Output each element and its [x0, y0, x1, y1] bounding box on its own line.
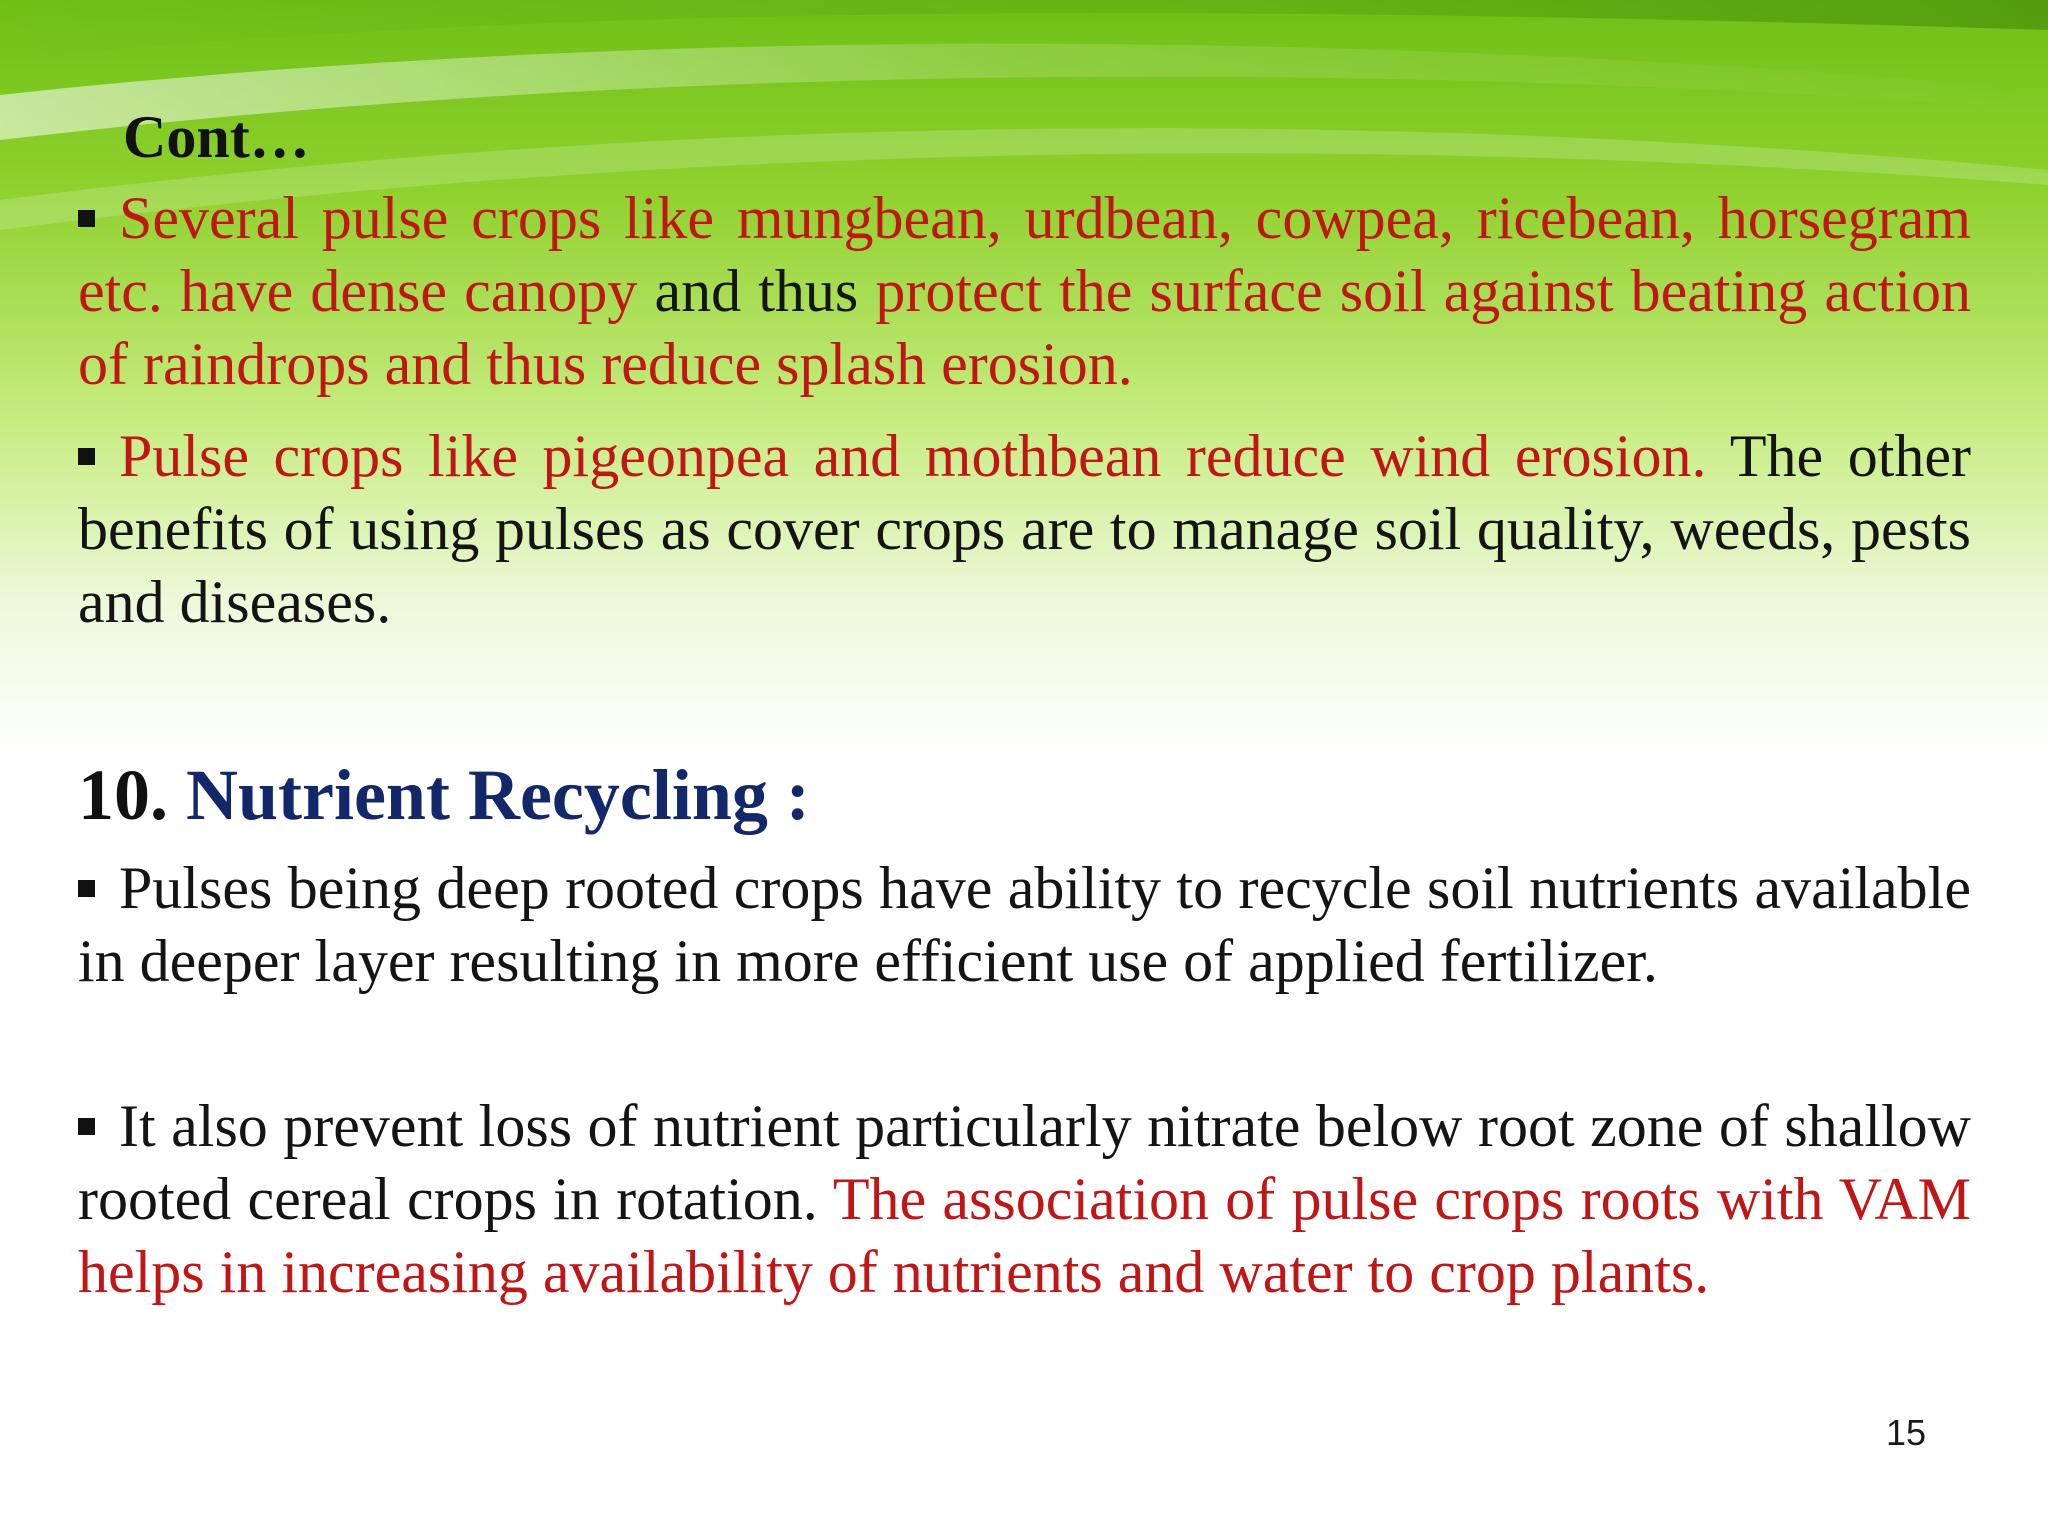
section-title: Nutrient Recycling : [186, 755, 810, 835]
section-heading [78, 752, 810, 838]
cont-label: Cont… [123, 104, 310, 170]
square-bullet-icon [78, 880, 95, 897]
bullet-wind-erosion: Pulse crops like pigeonpea and mothbean reduce wind erosion. The other benefits of using pulses as cover crops are to manage soil quality, weeds, pests and diseases. [78, 423, 1972, 635]
bullet-nutrient-loss: It also prevent loss of nutrient particularly nitrate below root zone of shallow rooted cereal crops in rotation. The association of pulse crops roots with VAM helps in increasing availability of nutrients and water to crop plants. [78, 1093, 1971, 1305]
square-bullet-icon [78, 448, 95, 465]
square-bullet-icon [78, 210, 95, 227]
page-number: 15 [1885, 1412, 1926, 1453]
bullet-splash-erosion: Several pulse crops like mungbean, urdbean, cowpea, ricebean, horsegram etc. have dense canopy and thus protect the surface soil against beating action of raindrops and thus reduce splash erosion. [78, 185, 1971, 397]
square-bullet-icon [78, 1118, 95, 1135]
bullet-deep-roots: Pulses being deep rooted crops have ability to recycle soil nutrients available in deeper layer resulting in more efficient use of applied fertilizer. [78, 855, 1971, 994]
section-number: 10. [78, 755, 168, 835]
